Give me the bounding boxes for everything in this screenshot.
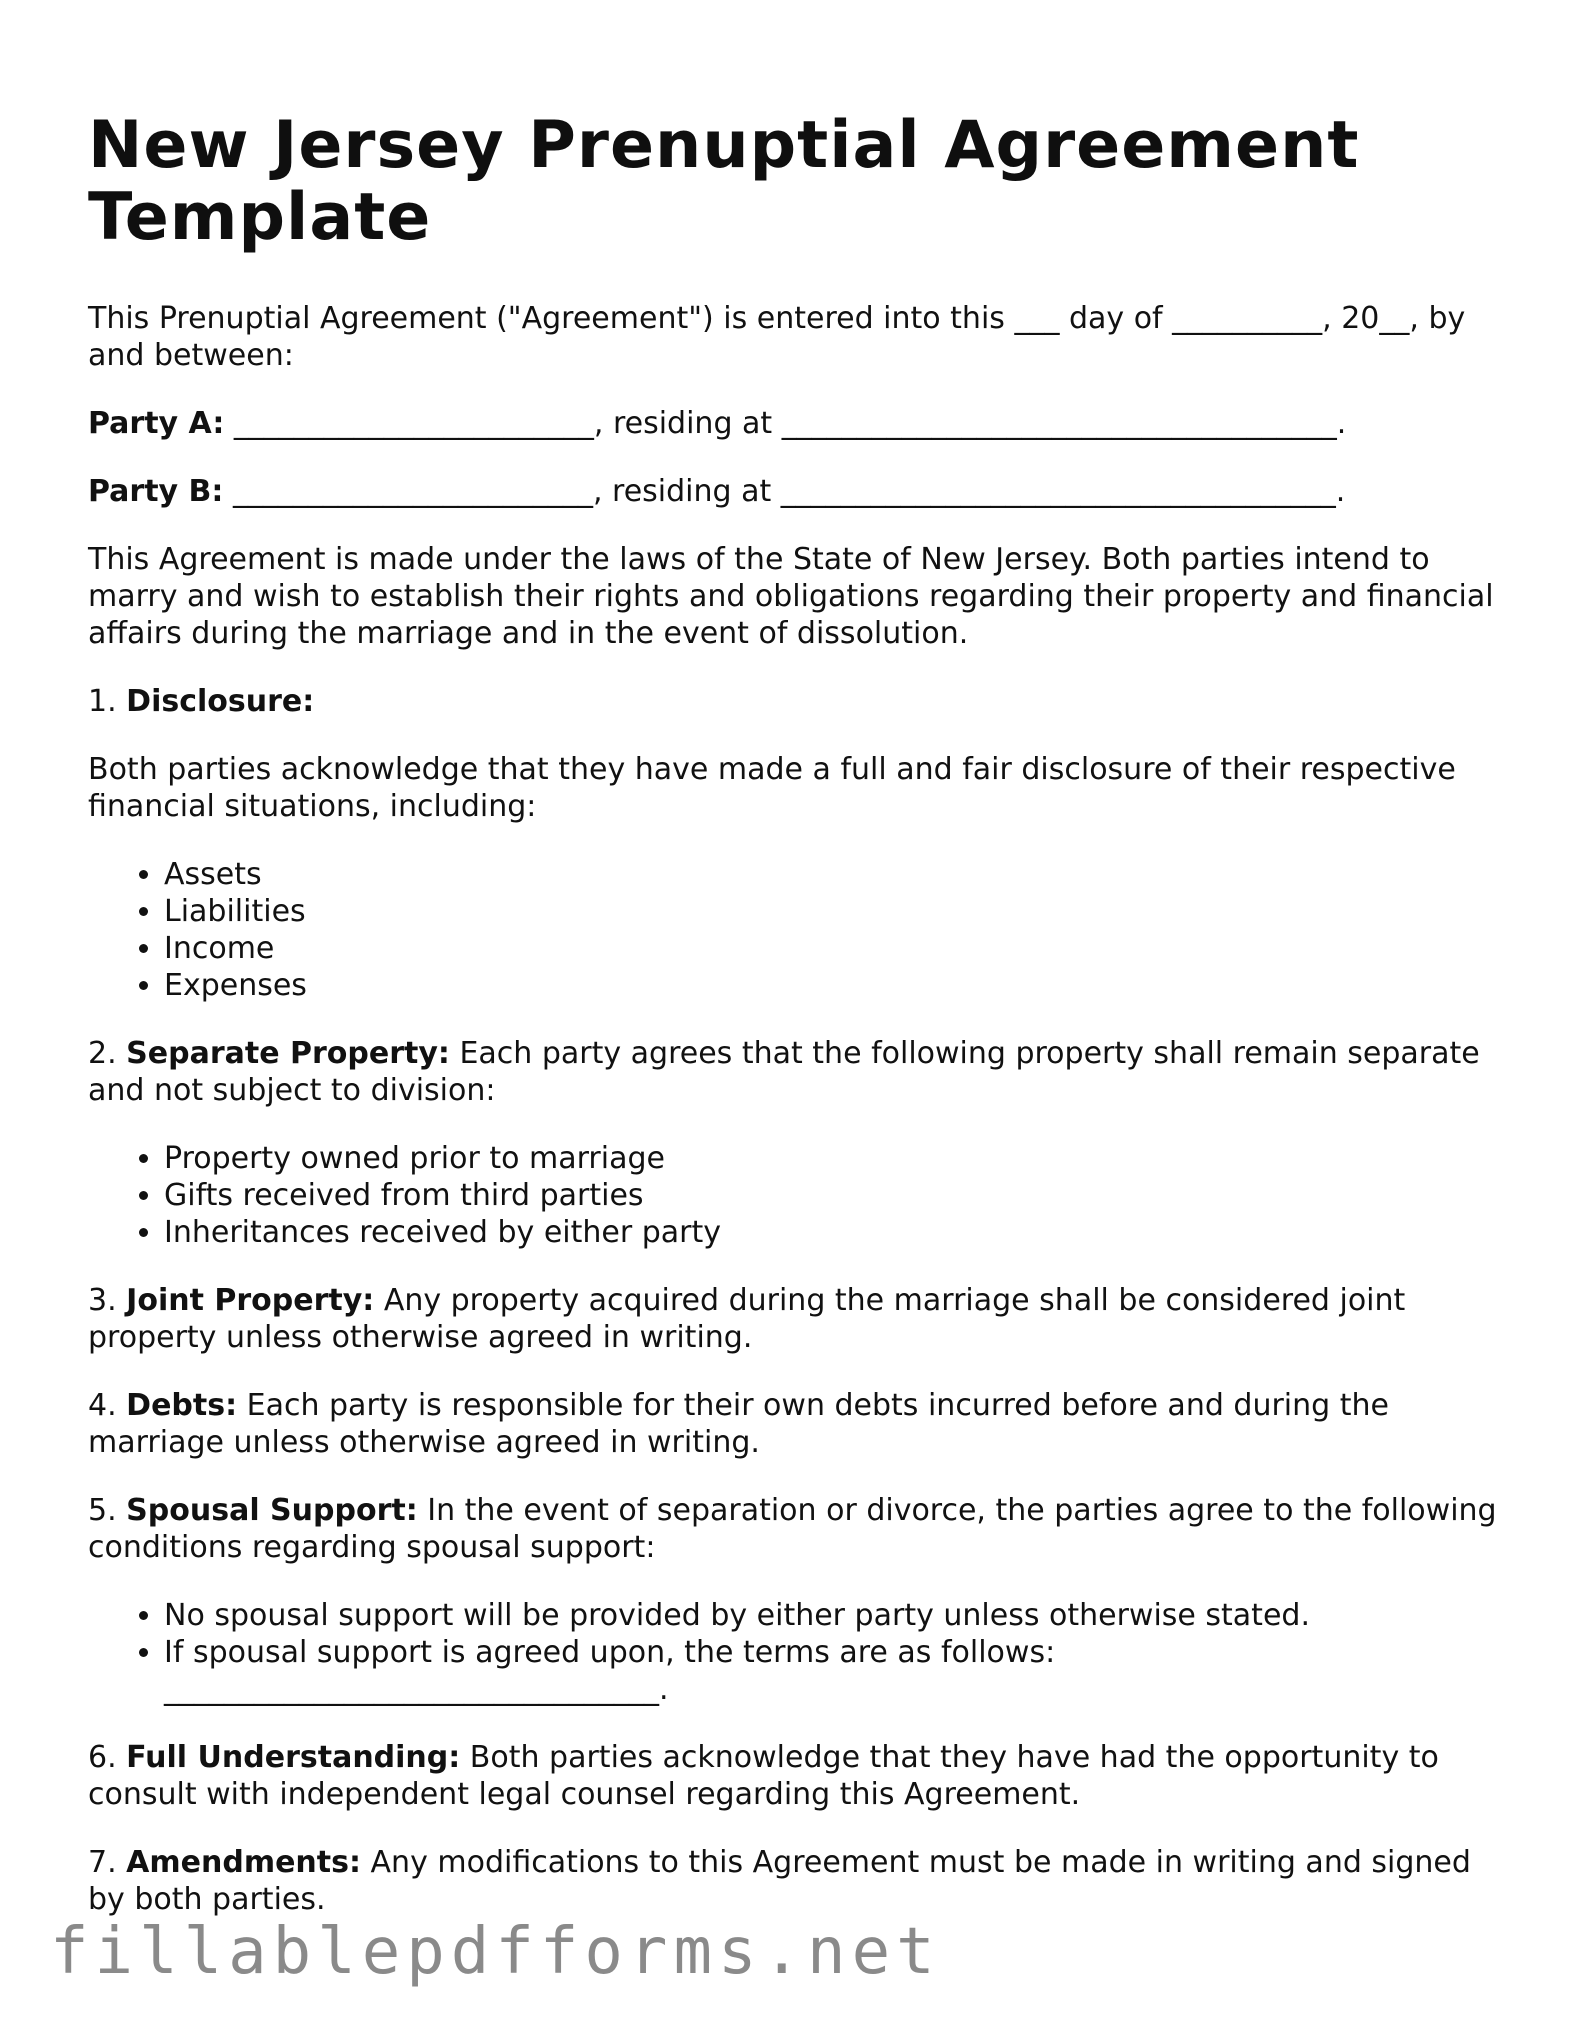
- section-3: [88, 1282, 1508, 1356]
- section-5: [88, 1492, 1508, 1566]
- section-2-text: Each party agrees that the following property shall remain separate and not subject to division:: [88, 1036, 1480, 1108]
- section-5-text: In the event of separation or divorce, the parties agree to the following conditions regarding spousal support:: [88, 1493, 1497, 1565]
- section-1-number: 1.: [88, 684, 127, 719]
- list-item: • Property owned prior to marriage: [164, 1140, 1508, 1177]
- section-4-title: Debts:: [126, 1388, 238, 1423]
- section-5-number: 5.: [88, 1493, 127, 1528]
- section-3-number: 3.: [88, 1283, 127, 1318]
- party-a-label: Party A:: [88, 406, 225, 441]
- section-7: [88, 1844, 1508, 1918]
- section-6-text: Both parties acknowledge that they have had the opportunity to consult with independent legal counsel regarding this Agreement.: [88, 1740, 1439, 1812]
- section-7-number: 7.: [88, 1845, 127, 1880]
- section-4-number: 4.: [88, 1388, 127, 1423]
- list-item: • Income: [164, 930, 1508, 967]
- party-a-line: [88, 405, 1508, 442]
- party-a-fill: ________________________, residing at _____________________________________.: [224, 406, 1347, 441]
- section-1-title: Disclosure:: [126, 684, 315, 719]
- section-7-title: Amendments:: [126, 1845, 361, 1880]
- party-b-label: Party B:: [88, 474, 224, 509]
- document-body: [88, 300, 1508, 1949]
- list-item: • No spousal support will be provided by either party unless otherwise stated.: [164, 1597, 1508, 1634]
- party-b-fill: ________________________, residing at _____________________________________.: [223, 474, 1346, 509]
- section-6: [88, 1739, 1508, 1813]
- section-6-title: Full Understanding:: [126, 1740, 461, 1775]
- section-2-title: Separate Property:: [126, 1036, 450, 1071]
- section-4: [88, 1387, 1508, 1461]
- section-1-list: [88, 856, 1508, 1004]
- list-item: • If spousal support is agreed upon, the terms are as follows: _________________________________.: [164, 1634, 1508, 1708]
- section-5-list: [88, 1597, 1508, 1708]
- list-item: • Gifts received from third parties: [164, 1177, 1508, 1214]
- section-7-text: Any modifications to this Agreement must be made in writing and signed by both parties.: [88, 1845, 1471, 1917]
- section-3-text: Any property acquired during the marriage shall be considered joint property unless otherwise agreed in writing.: [88, 1283, 1406, 1355]
- party-b-line: [88, 473, 1508, 510]
- section-2: [88, 1035, 1508, 1109]
- section-4-text: Each party is responsible for their own debts incurred before and during the marriage unless otherwise agreed in writing.: [88, 1388, 1389, 1460]
- list-item: • Assets: [164, 856, 1508, 893]
- intro-paragraph: This Prenuptial Agreement ("Agreement") is entered into this ___ day of __________, 20__, by and between:: [88, 301, 1466, 373]
- section-3-title: Joint Property:: [126, 1283, 375, 1318]
- section-2-number: 2.: [88, 1036, 127, 1071]
- section-1-text: Both parties acknowledge that they have made a full and fair disclosure of their respective financial situations, including:: [88, 752, 1456, 824]
- section-6-number: 6.: [88, 1740, 127, 1775]
- section-5-title: Spousal Support:: [126, 1493, 418, 1528]
- list-item: • Liabilities: [164, 893, 1508, 930]
- list-item: • Inheritances received by either party: [164, 1214, 1508, 1251]
- section-1-heading: [88, 683, 1508, 720]
- page-title: New Jersey Prenuptial Agreement Template: [88, 108, 1360, 255]
- list-item: • Expenses: [164, 967, 1508, 1004]
- preamble-paragraph: This Agreement is made under the laws of the State of New Jersey. Both parties intend to marry and wish to establish their rights and obligations regarding their property and financial affairs during the marriage and in the event of dissolution.: [88, 542, 1494, 651]
- section-2-list: [88, 1140, 1508, 1251]
- watermark: fillablepdfforms.net: [50, 1915, 941, 1989]
